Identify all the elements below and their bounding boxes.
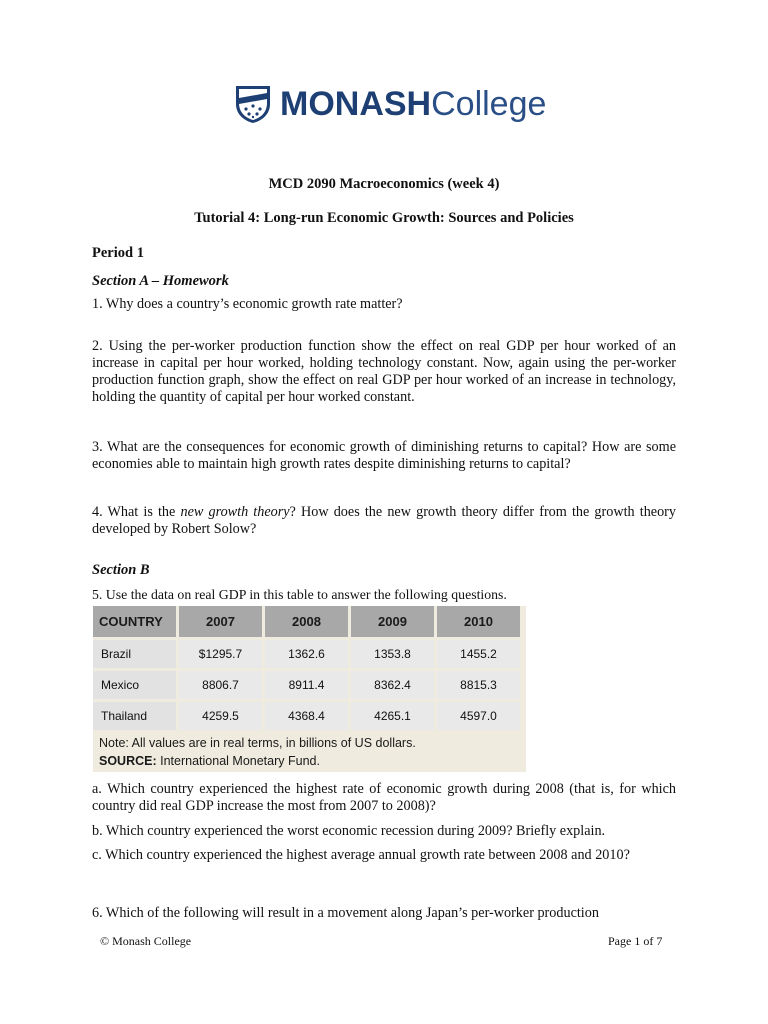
table-header-cell: 2007 <box>179 606 262 637</box>
table-source-label: SOURCE: <box>99 754 157 768</box>
table-cell: 1455.2 <box>437 640 520 668</box>
course-title: MCD 2090 Macroeconomics (week 4) <box>268 176 500 192</box>
gdp-table <box>90 603 523 733</box>
table-cell: 1353.8 <box>351 640 434 668</box>
table-cell: 8362.4 <box>351 671 434 699</box>
section-b-heading: Section B <box>92 562 150 578</box>
table-header-cell: COUNTRY <box>93 606 176 637</box>
question-4 <box>92 504 676 538</box>
footer-copyright: © Monash College <box>100 934 192 948</box>
table-cell: $1295.7 <box>179 640 262 668</box>
monash-shield-icon <box>234 84 272 124</box>
question-5: 5. Use the data on real GDP in this table to answer the following questions. <box>92 587 507 602</box>
table-row <box>93 671 520 699</box>
table-cell: 4259.5 <box>179 702 262 730</box>
table-cell: 8911.4 <box>265 671 348 699</box>
monash-college-logo <box>234 84 546 124</box>
table-cell: 1362.6 <box>265 640 348 668</box>
question-5c: c. Which country experienced the highest average annual growth rate between 2008 and 2010? <box>92 847 630 863</box>
table-cell: Mexico <box>93 671 176 699</box>
question-5b: b. Which country experienced the worst economic recession during 2009? Briefly explain. <box>92 823 606 839</box>
question-6: 6. Which of the following will result in a movement along Japan’s per-worker production <box>92 905 599 921</box>
period-heading: Period 1 <box>92 245 144 261</box>
question-4-term: new growth theory <box>180 504 290 520</box>
logo-wordmark <box>280 84 546 124</box>
section-a-heading: Section A – Homework <box>92 273 229 289</box>
footer-page-number: Page 1 of 7 <box>608 934 663 948</box>
table-cell: 8806.7 <box>179 671 262 699</box>
table-cell: Brazil <box>93 640 176 668</box>
question-1: 1. Why does a country’s economic growth rate matter? <box>92 296 403 312</box>
table-source <box>99 754 320 768</box>
gdp-table-figure <box>93 606 526 772</box>
question-4-end: ? How does the new growth theory differ from the growth theory developed by Robert Solow? <box>92 504 676 537</box>
question-2: 2. Using the per-worker production function show the effect on real GDP per hour worked of an increase in capital per hour worked, holding technology constant. Now, again using the per-worker production function graph, show the effect on real GDP per hour worked of an increase in technology, holding the quantity of capital per hour worked constant. <box>92 338 676 405</box>
table-cell: 4368.4 <box>265 702 348 730</box>
question-3: 3. What are the consequences for economic growth of diminishing returns to capital? How are some economies able to maintain high growth rates despite diminishing returns to capital? <box>92 439 676 472</box>
table-cell: 8815.3 <box>437 671 520 699</box>
table-row <box>93 640 520 668</box>
table-cell: Thailand <box>93 702 176 730</box>
table-header-cell: 2009 <box>351 606 434 637</box>
question-4-start: 4. What is the <box>92 504 181 520</box>
table-row <box>93 702 520 730</box>
table-cell: 4265.1 <box>351 702 434 730</box>
logo-word-monash: MONASH <box>280 85 432 123</box>
table-note: Note: All values are in real terms, in billions of US dollars. <box>99 736 416 750</box>
question-5a: a. Which country experienced the highest rate of economic growth during 2008 (that is, for which country did real GDP increase the most from 2007 to 2008)? <box>92 781 676 814</box>
tutorial-title: Tutorial 4: Long-run Economic Growth: Sources and Policies <box>194 210 574 226</box>
logo-word-college: College <box>431 85 547 123</box>
table-header-cell: 2010 <box>437 606 520 637</box>
table-source-text: International Monetary Fund. <box>156 754 320 768</box>
table-header-row <box>93 606 520 637</box>
table-header-cell: 2008 <box>265 606 348 637</box>
table-cell: 4597.0 <box>437 702 520 730</box>
